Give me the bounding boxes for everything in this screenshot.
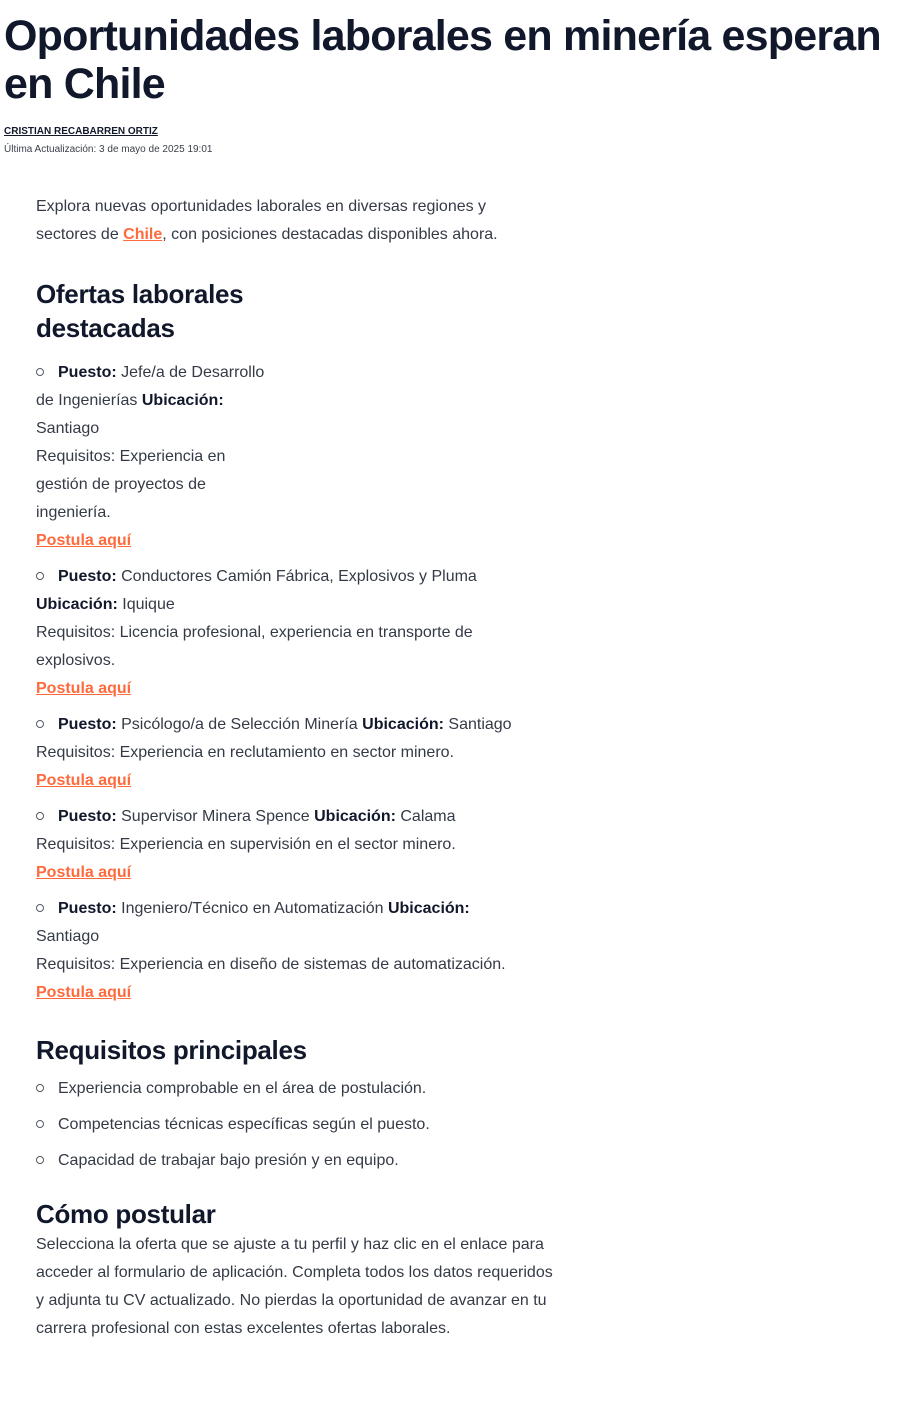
como-postular-heading: Cómo postular: [36, 1199, 216, 1229]
job-item: [36, 895, 546, 1007]
chile-link[interactable]: Chile: [123, 226, 163, 243]
job-requirements: Requisitos: Experiencia en reclutamiento en sector minero.: [36, 744, 454, 761]
puesto-label: Puesto:: [58, 716, 117, 733]
bullet-icon: [36, 368, 44, 376]
job-location: Santiago: [36, 420, 100, 437]
intro-paragraph: [36, 193, 526, 249]
job-title: Jefe/a de Desarrollo de Ingenierías: [36, 364, 265, 409]
job-list: [36, 359, 556, 1007]
last-updated: Última Actualización: 3 de mayo de 2025 19:01: [4, 144, 213, 155]
bullet-icon: [36, 720, 44, 728]
job-requirements: Requisitos: Experiencia en supervisión en el sector minero.: [36, 836, 456, 853]
job-item: [36, 711, 546, 795]
como-postular-paragraph: Selecciona la oferta que se ajuste a tu perfil y haz clic en el enlace para acceder al formulario de aplicación. Completa todos los datos requeridos y adjunta tu CV actualizado. No pierdas la oportunidad de avanzar en tu carrera profesional con estas excelentes ofertas laborales.: [36, 1236, 553, 1337]
job-requirements: Requisitos: Licencia profesional, experiencia en transporte de explosivos.: [36, 624, 473, 669]
article-body: [36, 193, 556, 1343]
requirement-item: [36, 1075, 556, 1103]
requirement-item: [36, 1111, 556, 1139]
ubicacion-label: Ubicación:: [314, 808, 396, 825]
author-link[interactable]: CRISTIAN RECABARREN ORTIZ: [4, 126, 158, 137]
intro-text-end: , con posiciones destacadas disponibles ahora.: [162, 226, 498, 243]
job-location: Santiago: [36, 928, 100, 945]
job-item: [36, 563, 516, 703]
ubicacion-label: Ubicación:: [141, 392, 224, 409]
requirement-item: [36, 1147, 556, 1175]
requirements-list: [36, 1075, 556, 1175]
ubicacion-label: Ubicación:: [387, 900, 470, 917]
ubicacion-label: Ubicación:: [36, 596, 118, 613]
requirement-text: Capacidad de trabajar bajo presión y en equipo.: [58, 1152, 399, 1169]
bullet-icon: [36, 1084, 44, 1092]
apply-link[interactable]: Postula aquí: [36, 772, 132, 789]
job-title: Supervisor Minera Spence: [121, 808, 310, 825]
bullet-icon: [36, 1120, 44, 1128]
job-title: Conductores Camión Fábrica, Explosivos y Pluma: [121, 568, 477, 585]
apply-link[interactable]: Postula aquí: [36, 680, 132, 697]
job-title: Psicólogo/a de Selección Minería: [121, 716, 358, 733]
apply-link[interactable]: Postula aquí: [36, 864, 132, 881]
job-item: [36, 359, 281, 555]
bullet-icon: [36, 904, 44, 912]
bullet-icon: [36, 812, 44, 820]
bullet-icon: [36, 572, 44, 580]
requirement-text: Competencias técnicas específicas según el puesto.: [58, 1116, 430, 1133]
job-location: Santiago: [448, 716, 512, 733]
puesto-label: Puesto:: [58, 568, 117, 585]
apply-link[interactable]: Postula aquí: [36, 532, 132, 549]
job-requirements: Requisitos: Experiencia en diseño de sistemas de automatización.: [36, 956, 506, 973]
job-title: Ingeniero/Técnico en Automatización: [121, 900, 384, 917]
job-requirements: Requisitos: Experiencia en gestión de proyectos de ingeniería.: [36, 448, 226, 521]
puesto-label: Puesto:: [58, 900, 117, 917]
requisitos-heading: Requisitos principales: [36, 1035, 307, 1065]
ofertas-heading: Ofertas laborales destacadas: [36, 279, 244, 343]
requirement-text: Experiencia comprobable en el área de postulación.: [58, 1080, 427, 1097]
ubicacion-label: Ubicación:: [362, 716, 444, 733]
puesto-label: Puesto:: [58, 364, 117, 381]
job-location: Calama: [400, 808, 456, 825]
job-item: [36, 803, 516, 887]
apply-link[interactable]: Postula aquí: [36, 984, 132, 1001]
intro-text-start: Explora nuevas oportunidades laborales en diversas regiones y sectores de: [36, 198, 487, 243]
puesto-label: Puesto:: [58, 808, 117, 825]
article-title: Oportunidades laborales en minería esperan en Chile: [4, 12, 881, 108]
bullet-icon: [36, 1156, 44, 1164]
job-location: Iquique: [122, 596, 175, 613]
